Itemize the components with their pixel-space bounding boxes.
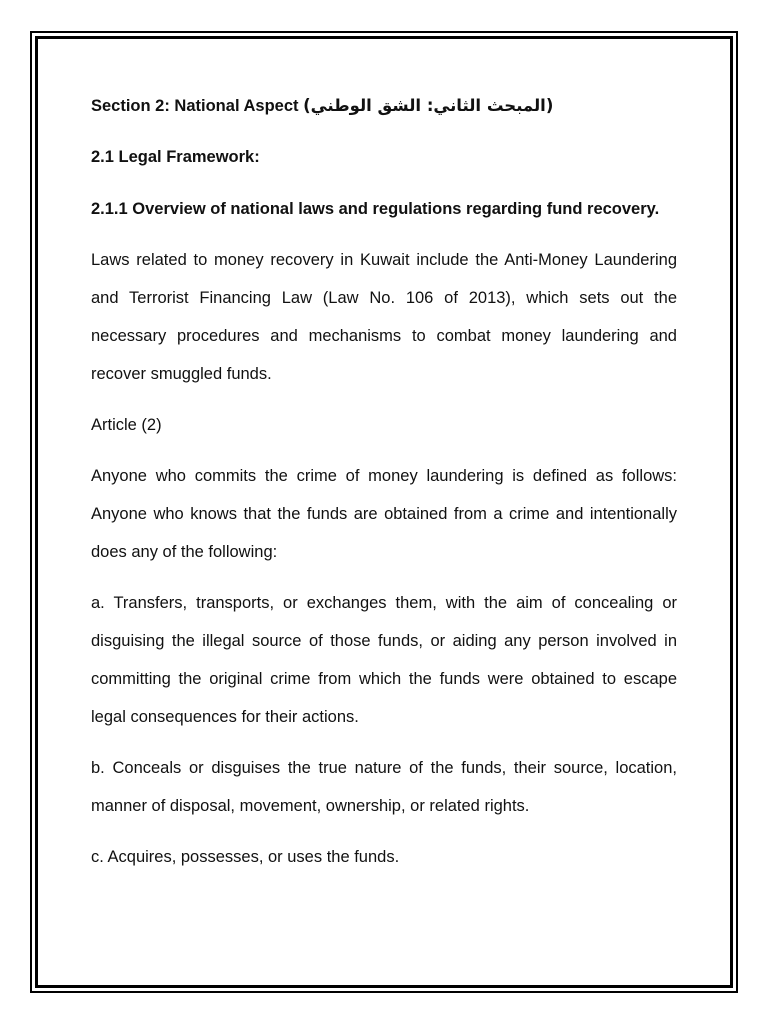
definition-paragraph: Anyone who commits the crime of money laundering is defined as follows: Anyone who knows that the funds are obtained from a crime and intentionally does any of the following: bbox=[91, 467, 677, 561]
subsubsection-heading: 2.1.1 Overview of national laws and regulations regarding fund recovery. bbox=[91, 200, 660, 218]
section-title-english: Section 2: National Aspect bbox=[91, 97, 299, 115]
section-heading bbox=[91, 88, 677, 124]
list-item-c: c. Acquires, possesses, or uses the funds. bbox=[91, 848, 400, 866]
article-label: Article (2) bbox=[91, 416, 162, 434]
document-body bbox=[91, 88, 677, 876]
subsection-heading: 2.1 Legal Framework: bbox=[91, 148, 260, 166]
list-item-a: a. Transfers, transports, or exchanges them, with the aim of concealing or disguising the illegal source of those funds, or aiding any person involved in committing the original crime from which the funds were obtained to escape legal consequences for their actions. bbox=[91, 594, 677, 726]
intro-paragraph: Laws related to money recovery in Kuwait include the Anti-Money Laundering and Terrorist Financing Law (Law No. 106 of 2013), which sets out the necessary procedures and mechanisms to combat money laundering and recover smuggled funds. bbox=[91, 251, 677, 383]
list-item-b: b. Conceals or disguises the true nature of the funds, their source, location, manner of disposal, movement, ownership, or related rights. bbox=[91, 759, 677, 815]
section-title-arabic: (المبحث الثاني: الشق الوطني) bbox=[303, 96, 554, 115]
